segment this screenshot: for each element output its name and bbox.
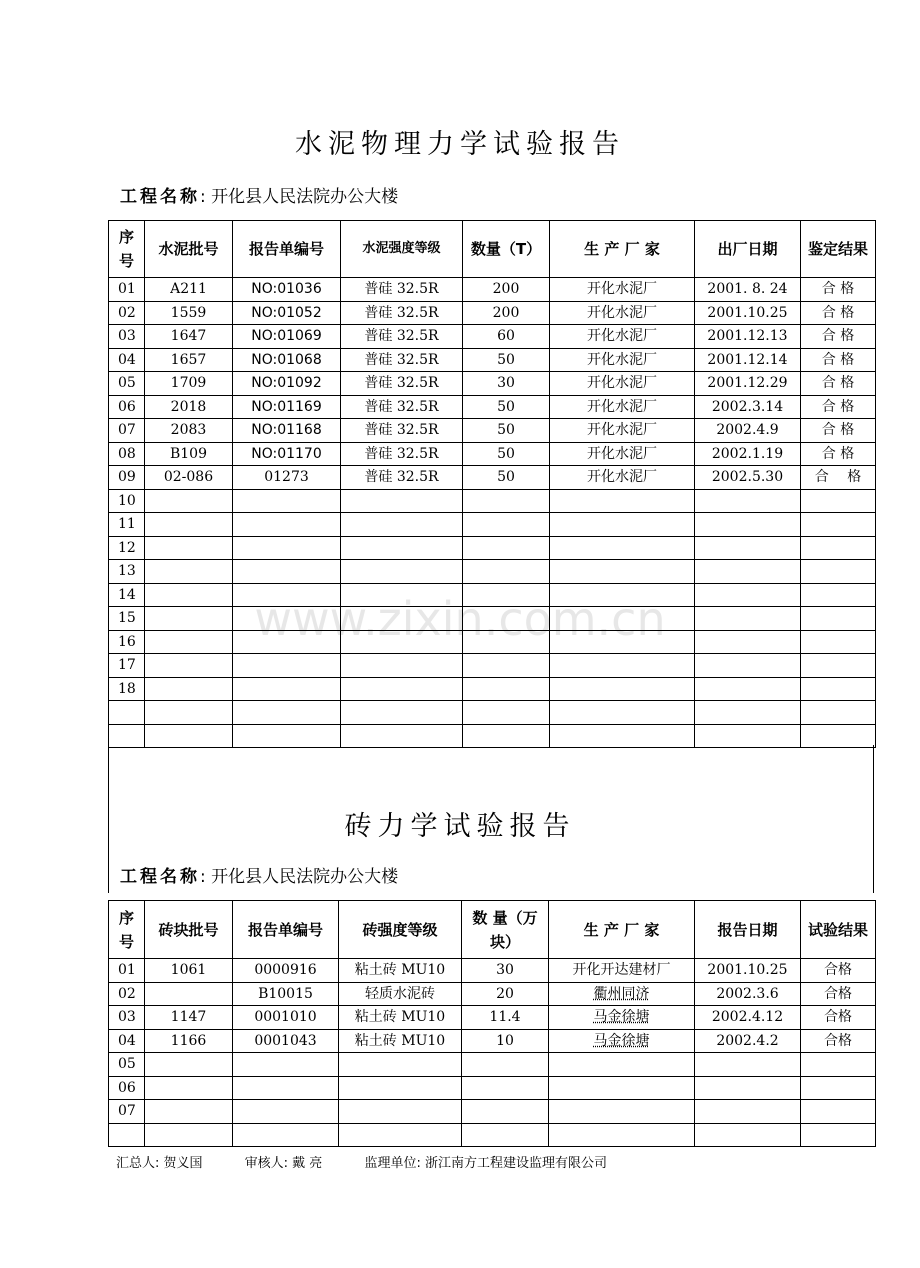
cement-cell [801, 560, 876, 584]
brick-report-title: 砖力学试验报告 [344, 811, 576, 842]
cement-cell [341, 677, 463, 701]
cement-cell: 普硅 32.5R [341, 348, 463, 372]
brick-cell [801, 1100, 876, 1124]
cement-cell [109, 724, 145, 748]
cement-table-row [109, 607, 876, 631]
reviewer: 审核人: 戴 亮 [244, 1156, 323, 1171]
brick-cell: 20 [462, 982, 549, 1006]
cement-cell [145, 654, 233, 678]
cement-cell [109, 701, 145, 725]
cement-cell: 开化水泥厂 [550, 325, 695, 349]
brick-header-cell: 序号 [109, 901, 145, 959]
cement-cell [550, 630, 695, 654]
cement-cell [801, 489, 876, 513]
brick-table-row [109, 1076, 876, 1100]
cement-cell [695, 630, 801, 654]
cement-cell [233, 724, 341, 748]
cement-cell: NO:01170 [233, 442, 341, 466]
brick-cell: 30 [462, 959, 549, 983]
cement-cell: 2001.12.29 [695, 372, 801, 396]
brick-cell: 0000916 [233, 959, 339, 983]
brick-header-cell: 生 产 厂 家 [549, 901, 695, 959]
brick-cell [145, 1053, 233, 1077]
cement-cell [801, 536, 876, 560]
brick-cell: 0001043 [233, 1029, 339, 1053]
cement-cell: 合 格 [801, 466, 876, 490]
brick-cell [462, 1076, 549, 1100]
cement-cell [550, 654, 695, 678]
brick-cell [462, 1053, 549, 1077]
cement-table-row [109, 325, 876, 349]
brick-project-line [120, 862, 398, 887]
cement-cell [550, 489, 695, 513]
cement-cell [550, 607, 695, 631]
cement-cell: NO:01036 [233, 278, 341, 302]
brick-cell [145, 1100, 233, 1124]
cement-cell: 普硅 32.5R [341, 325, 463, 349]
brick-cell [233, 1076, 339, 1100]
cement-cell: 2001.12.14 [695, 348, 801, 372]
brick-cell [339, 1100, 462, 1124]
cement-cell [801, 701, 876, 725]
cement-cell [695, 607, 801, 631]
cement-cell: 2002.5.30 [695, 466, 801, 490]
cement-cell: 50 [463, 466, 550, 490]
cement-table-row [109, 536, 876, 560]
brick-cell [549, 1123, 695, 1147]
supervisor-unit: 监理单位: 浙江南方工程建设监理有限公司 [364, 1156, 607, 1171]
cement-cell [233, 489, 341, 513]
cement-table-row [109, 395, 876, 419]
cement-cell [550, 701, 695, 725]
cement-cell [145, 607, 233, 631]
cement-cell [145, 583, 233, 607]
cement-cell [463, 536, 550, 560]
brick-header-cell: 报告日期 [695, 901, 801, 959]
cement-cell [341, 701, 463, 725]
brick-table-row [109, 1053, 876, 1077]
brick-cell [462, 1100, 549, 1124]
brick-cell: 05 [109, 1053, 145, 1077]
cement-cell: 03 [109, 325, 145, 349]
cement-table-row [109, 560, 876, 584]
cement-table-row [109, 701, 876, 725]
cement-cell [463, 630, 550, 654]
cement-cell [145, 560, 233, 584]
brick-cell [801, 1123, 876, 1147]
cement-cell [145, 489, 233, 513]
brick-table-row [109, 1006, 876, 1030]
cement-table-row [109, 466, 876, 490]
cement-cell: NO:01092 [233, 372, 341, 396]
cement-cell: 10 [109, 489, 145, 513]
cement-cell: 2083 [145, 419, 233, 443]
cement-cell [463, 560, 550, 584]
cement-project-name: : 开化县人民法院办公大楼 [200, 187, 399, 207]
cement-cell: 2001. 8. 24 [695, 278, 801, 302]
cement-cell: 合 格 [801, 419, 876, 443]
brick-table-row [109, 1029, 876, 1053]
cement-cell [695, 701, 801, 725]
cement-report-title: 水泥物理力学试验报告 [295, 129, 625, 160]
cement-cell [341, 513, 463, 537]
cement-cell [550, 536, 695, 560]
brick-cell [549, 1076, 695, 1100]
brick-cell [145, 1076, 233, 1100]
cement-table-row [109, 442, 876, 466]
cement-cell [550, 677, 695, 701]
cement-table-row [109, 419, 876, 443]
cement-cell: 16 [109, 630, 145, 654]
cement-cell [695, 677, 801, 701]
cement-cell: 60 [463, 325, 550, 349]
footer [116, 1152, 645, 1171]
cement-cell: 普硅 32.5R [341, 278, 463, 302]
cement-cell: 开化水泥厂 [550, 301, 695, 325]
cement-cell: 普硅 32.5R [341, 301, 463, 325]
cement-cell [341, 724, 463, 748]
cement-cell [801, 630, 876, 654]
cement-table-row [109, 583, 876, 607]
cement-table-row [109, 724, 876, 748]
cement-cell [463, 513, 550, 537]
brick-table-row [109, 1100, 876, 1124]
brick-cell: 轻质水泥砖 [339, 982, 462, 1006]
brick-cell [695, 1123, 801, 1147]
brick-cell [233, 1123, 339, 1147]
cement-cell: 合 格 [801, 348, 876, 372]
cement-cell: 01273 [233, 466, 341, 490]
brick-cell [339, 1076, 462, 1100]
cement-cell [695, 536, 801, 560]
cement-cell [463, 724, 550, 748]
cement-cell [550, 513, 695, 537]
cement-cell [801, 654, 876, 678]
cement-cell [550, 583, 695, 607]
brick-cell [801, 1076, 876, 1100]
cement-cell: 普硅 32.5R [341, 372, 463, 396]
cement-cell: 12 [109, 536, 145, 560]
cement-cell: 50 [463, 419, 550, 443]
cement-cell [341, 630, 463, 654]
cement-cell [233, 513, 341, 537]
cement-cell: 02 [109, 301, 145, 325]
brick-cell: 03 [109, 1006, 145, 1030]
cement-cell: 开化水泥厂 [550, 278, 695, 302]
brick-cell [109, 1123, 145, 1147]
brick-cell: 1166 [145, 1029, 233, 1053]
cement-cell [145, 724, 233, 748]
cement-cell: 50 [463, 442, 550, 466]
cement-cell: 合 格 [801, 395, 876, 419]
cement-cell: A211 [145, 278, 233, 302]
cement-table [108, 220, 876, 748]
cement-cell [145, 513, 233, 537]
cement-project-label: 工程名称 [120, 187, 200, 207]
brick-project-label: 工程名称 [120, 867, 200, 887]
brick-cell [145, 1123, 233, 1147]
cement-cell: 开化水泥厂 [550, 372, 695, 396]
cement-cell: 14 [109, 583, 145, 607]
cement-header-cell: 报告单编号 [233, 221, 341, 278]
brick-project-name: : 开化县人民法院办公大楼 [200, 867, 399, 887]
cement-cell: 2002.4.9 [695, 419, 801, 443]
cement-cell [463, 677, 550, 701]
brick-cell [145, 982, 233, 1006]
cement-cell: 2002.1.19 [695, 442, 801, 466]
cement-cell [233, 536, 341, 560]
cement-cell [233, 607, 341, 631]
cement-cell [463, 489, 550, 513]
cement-cell [145, 677, 233, 701]
cement-table-row [109, 513, 876, 537]
brick-cell [233, 1100, 339, 1124]
cement-cell [695, 560, 801, 584]
cement-cell [801, 513, 876, 537]
brick-cell: 1061 [145, 959, 233, 983]
cement-header-cell: 数量（T） [463, 221, 550, 278]
brick-cell: 04 [109, 1029, 145, 1053]
brick-cell: 2002.4.12 [695, 1006, 801, 1030]
brick-header-cell: 试验结果 [801, 901, 876, 959]
cement-header-cell: 水泥批号 [145, 221, 233, 278]
cement-table-row [109, 278, 876, 302]
brick-table-row [109, 1123, 876, 1147]
brick-cell [339, 1053, 462, 1077]
cement-cell: 2018 [145, 395, 233, 419]
cement-cell [695, 724, 801, 748]
cement-cell: 开化水泥厂 [550, 348, 695, 372]
cement-cell [341, 583, 463, 607]
brick-cell: 马金徐塘 [549, 1006, 695, 1030]
cement-cell: 200 [463, 301, 550, 325]
cement-cell [341, 560, 463, 584]
cement-cell: 1657 [145, 348, 233, 372]
cement-header-cell: 序号 [109, 221, 145, 278]
cement-cell: 200 [463, 278, 550, 302]
cement-project-line [120, 182, 398, 207]
cement-cell [341, 607, 463, 631]
cement-cell [463, 701, 550, 725]
cement-cell: 普硅 32.5R [341, 395, 463, 419]
cement-cell: 合 格 [801, 442, 876, 466]
cement-cell: 09 [109, 466, 145, 490]
cement-cell [695, 489, 801, 513]
cement-header-cell: 出厂日期 [695, 221, 801, 278]
brick-cell: 02 [109, 982, 145, 1006]
cement-cell: 15 [109, 607, 145, 631]
brick-table-row [109, 959, 876, 983]
cement-cell [233, 583, 341, 607]
brick-cell: 合格 [801, 982, 876, 1006]
cement-header-cell: 鉴定结果 [801, 221, 876, 278]
cement-cell: 1709 [145, 372, 233, 396]
brick-cell: 2001.10.25 [695, 959, 801, 983]
cement-cell: 普硅 32.5R [341, 466, 463, 490]
cement-table-row [109, 489, 876, 513]
brick-cell [695, 1100, 801, 1124]
brick-cell: 01 [109, 959, 145, 983]
brick-cell [695, 1053, 801, 1077]
brick-cell: 1147 [145, 1006, 233, 1030]
brick-header-cell: 砖块批号 [145, 901, 233, 959]
brick-cell: 开化开达建材厂 [549, 959, 695, 983]
brick-cell [549, 1053, 695, 1077]
cement-cell [801, 607, 876, 631]
brick-table [108, 900, 876, 1147]
cement-cell [801, 724, 876, 748]
cement-table-row [109, 654, 876, 678]
cement-cell: 2001.12.13 [695, 325, 801, 349]
cement-cell: 开化水泥厂 [550, 395, 695, 419]
cement-cell: 开化水泥厂 [550, 466, 695, 490]
cement-cell [695, 654, 801, 678]
cement-cell [233, 654, 341, 678]
brick-header-cell: 砖强度等级 [339, 901, 462, 959]
brick-cell: 10 [462, 1029, 549, 1053]
cement-cell [341, 536, 463, 560]
brick-cell: 合格 [801, 1006, 876, 1030]
cement-cell: 合 格 [801, 301, 876, 325]
cement-cell: 开化水泥厂 [550, 419, 695, 443]
cement-cell: 02-086 [145, 466, 233, 490]
brick-cell [233, 1053, 339, 1077]
brick-cell [549, 1100, 695, 1124]
cement-table-row [109, 630, 876, 654]
cement-cell [233, 560, 341, 584]
brick-cell: 粘土砖 MU10 [339, 1006, 462, 1030]
cement-cell [145, 701, 233, 725]
cement-cell [341, 489, 463, 513]
cement-cell: 1647 [145, 325, 233, 349]
cement-cell: 普硅 32.5R [341, 419, 463, 443]
cement-table-row [109, 677, 876, 701]
cement-cell: 08 [109, 442, 145, 466]
cement-cell [233, 630, 341, 654]
brick-cell: B10015 [233, 982, 339, 1006]
cement-cell: 合 格 [801, 278, 876, 302]
cement-header-cell: 水泥强度等级 [341, 221, 463, 278]
brick-table-row [109, 982, 876, 1006]
brick-cell [695, 1076, 801, 1100]
cement-table-row [109, 348, 876, 372]
cement-cell [145, 536, 233, 560]
cement-cell [341, 654, 463, 678]
cement-cell: 50 [463, 395, 550, 419]
cement-cell: 06 [109, 395, 145, 419]
cement-cell [695, 583, 801, 607]
summarizer: 汇总人: 贺义国 [116, 1156, 203, 1171]
cement-cell [233, 677, 341, 701]
cement-cell: 17 [109, 654, 145, 678]
brick-header-cell: 数 量（万块） [462, 901, 549, 959]
brick-cell: 合格 [801, 959, 876, 983]
brick-cell: 粘土砖 MU10 [339, 1029, 462, 1053]
brick-cell: 衢州同济 [549, 982, 695, 1006]
cement-cell: 13 [109, 560, 145, 584]
cement-cell: 50 [463, 348, 550, 372]
cement-cell: 1559 [145, 301, 233, 325]
cement-cell: 合 格 [801, 372, 876, 396]
cement-cell [463, 654, 550, 678]
cement-cell [801, 677, 876, 701]
brick-cell: 07 [109, 1100, 145, 1124]
brick-cell: 马金徐塘 [549, 1029, 695, 1053]
cement-cell: 01 [109, 278, 145, 302]
cement-cell [550, 560, 695, 584]
cement-cell: 04 [109, 348, 145, 372]
cement-cell: 05 [109, 372, 145, 396]
brick-cell [801, 1053, 876, 1077]
cement-cell [463, 583, 550, 607]
cement-cell: 普硅 32.5R [341, 442, 463, 466]
brick-cell: 06 [109, 1076, 145, 1100]
brick-cell [339, 1123, 462, 1147]
cement-cell [801, 583, 876, 607]
cement-cell: 11 [109, 513, 145, 537]
brick-cell: 11.4 [462, 1006, 549, 1030]
cement-cell [145, 630, 233, 654]
cement-header-cell: 生 产 厂 家 [550, 221, 695, 278]
cement-cell: 07 [109, 419, 145, 443]
cement-cell: 30 [463, 372, 550, 396]
cement-cell [550, 724, 695, 748]
cement-cell: 合 格 [801, 325, 876, 349]
cement-table-row [109, 301, 876, 325]
cement-cell [463, 607, 550, 631]
cement-cell: 2001.10.25 [695, 301, 801, 325]
cement-cell: B109 [145, 442, 233, 466]
cement-cell [233, 701, 341, 725]
brick-cell: 0001010 [233, 1006, 339, 1030]
brick-cell: 2002.3.6 [695, 982, 801, 1006]
cement-cell: 开化水泥厂 [550, 442, 695, 466]
brick-cell [462, 1123, 549, 1147]
cement-cell: 2002.3.14 [695, 395, 801, 419]
cement-cell: NO:01052 [233, 301, 341, 325]
brick-cell: 合格 [801, 1029, 876, 1053]
cement-cell: NO:01069 [233, 325, 341, 349]
cement-cell: 18 [109, 677, 145, 701]
cement-cell: NO:01168 [233, 419, 341, 443]
cement-table-row [109, 372, 876, 396]
cement-cell: NO:01169 [233, 395, 341, 419]
brick-header-cell: 报告单编号 [233, 901, 339, 959]
cement-cell [695, 513, 801, 537]
watermark: www.zixin.com.cn [254, 592, 666, 646]
brick-cell: 粘土砖 MU10 [339, 959, 462, 983]
brick-cell: 2002.4.2 [695, 1029, 801, 1053]
cement-cell: NO:01068 [233, 348, 341, 372]
